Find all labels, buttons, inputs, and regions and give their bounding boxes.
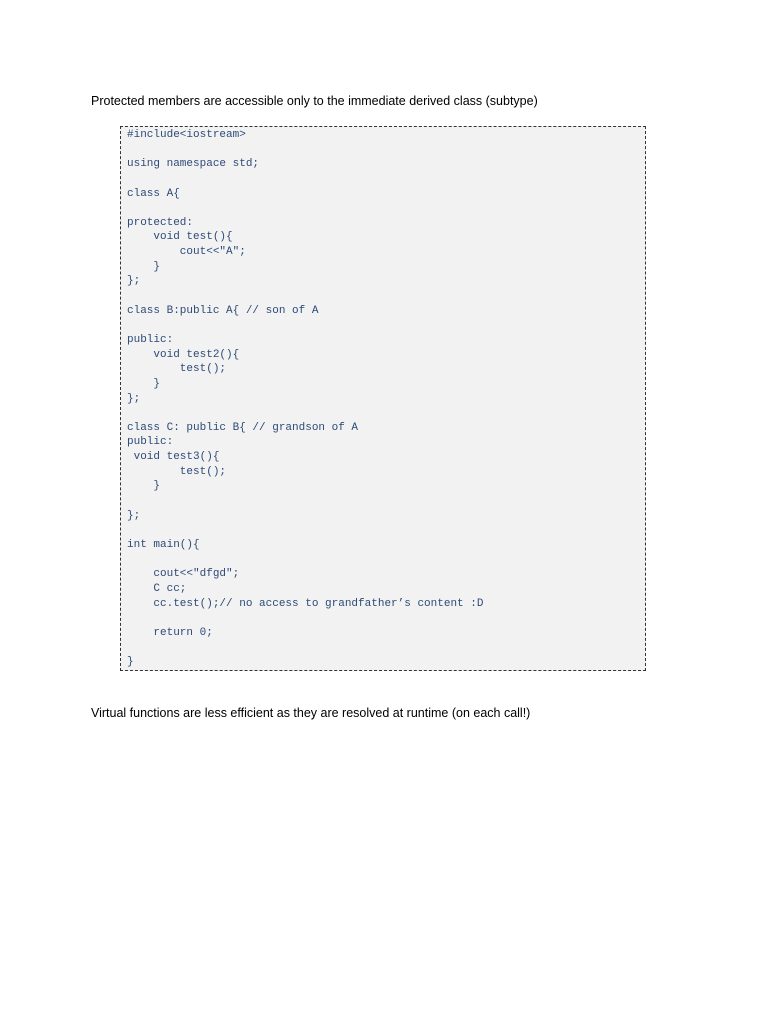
code-line: public: (127, 436, 174, 449)
code-line (127, 553, 645, 568)
code-line (127, 523, 645, 538)
code-line: return 0; (127, 626, 213, 639)
code-line (127, 318, 645, 333)
code-line: cout<<"dfgd"; (127, 568, 240, 581)
code-line: int main(){ (127, 538, 200, 551)
code-line (127, 406, 645, 421)
code-line (127, 143, 645, 158)
code-block (120, 126, 646, 671)
code-line: } (127, 260, 161, 273)
code-line: class C: public B{ // grandson of A (127, 421, 359, 434)
code-line: cout<<"A"; (127, 246, 246, 259)
code-line (127, 289, 645, 304)
code-line: C cc; (127, 582, 187, 595)
code-line (127, 172, 645, 187)
code-line: test(); (127, 363, 227, 376)
paragraph-protected-members: Protected members are accessible only to the immediate derived class (subtype) (91, 94, 538, 108)
code-line: void test3(){ (127, 451, 220, 464)
code-line: class B:public A{ // son of A (127, 304, 319, 317)
code-line: protected: (127, 216, 194, 229)
code-line: public: (127, 333, 174, 346)
code-line: test(); (127, 465, 227, 478)
code-line: using namespace std; (127, 158, 260, 171)
code-line: void test2(){ (127, 348, 240, 361)
code-line: #include<iostream> (127, 129, 246, 141)
code-line: cc.test();// no access to grandfather’s content :D (127, 597, 484, 610)
code-line (127, 611, 645, 626)
code-line: }; (127, 392, 141, 405)
code-line (127, 640, 645, 655)
code-line (127, 201, 645, 216)
code-line: } (127, 656, 134, 669)
code-line: }; (127, 275, 141, 288)
code-line: }; (127, 509, 141, 522)
paragraph-virtual-functions: Virtual functions are less efficient as they are resolved at runtime (on each call!) (91, 706, 531, 720)
code-line (127, 494, 645, 509)
code-line: } (127, 377, 161, 390)
code-line: } (127, 480, 161, 493)
code-line: class A{ (127, 187, 180, 200)
code-line: void test(){ (127, 231, 233, 244)
